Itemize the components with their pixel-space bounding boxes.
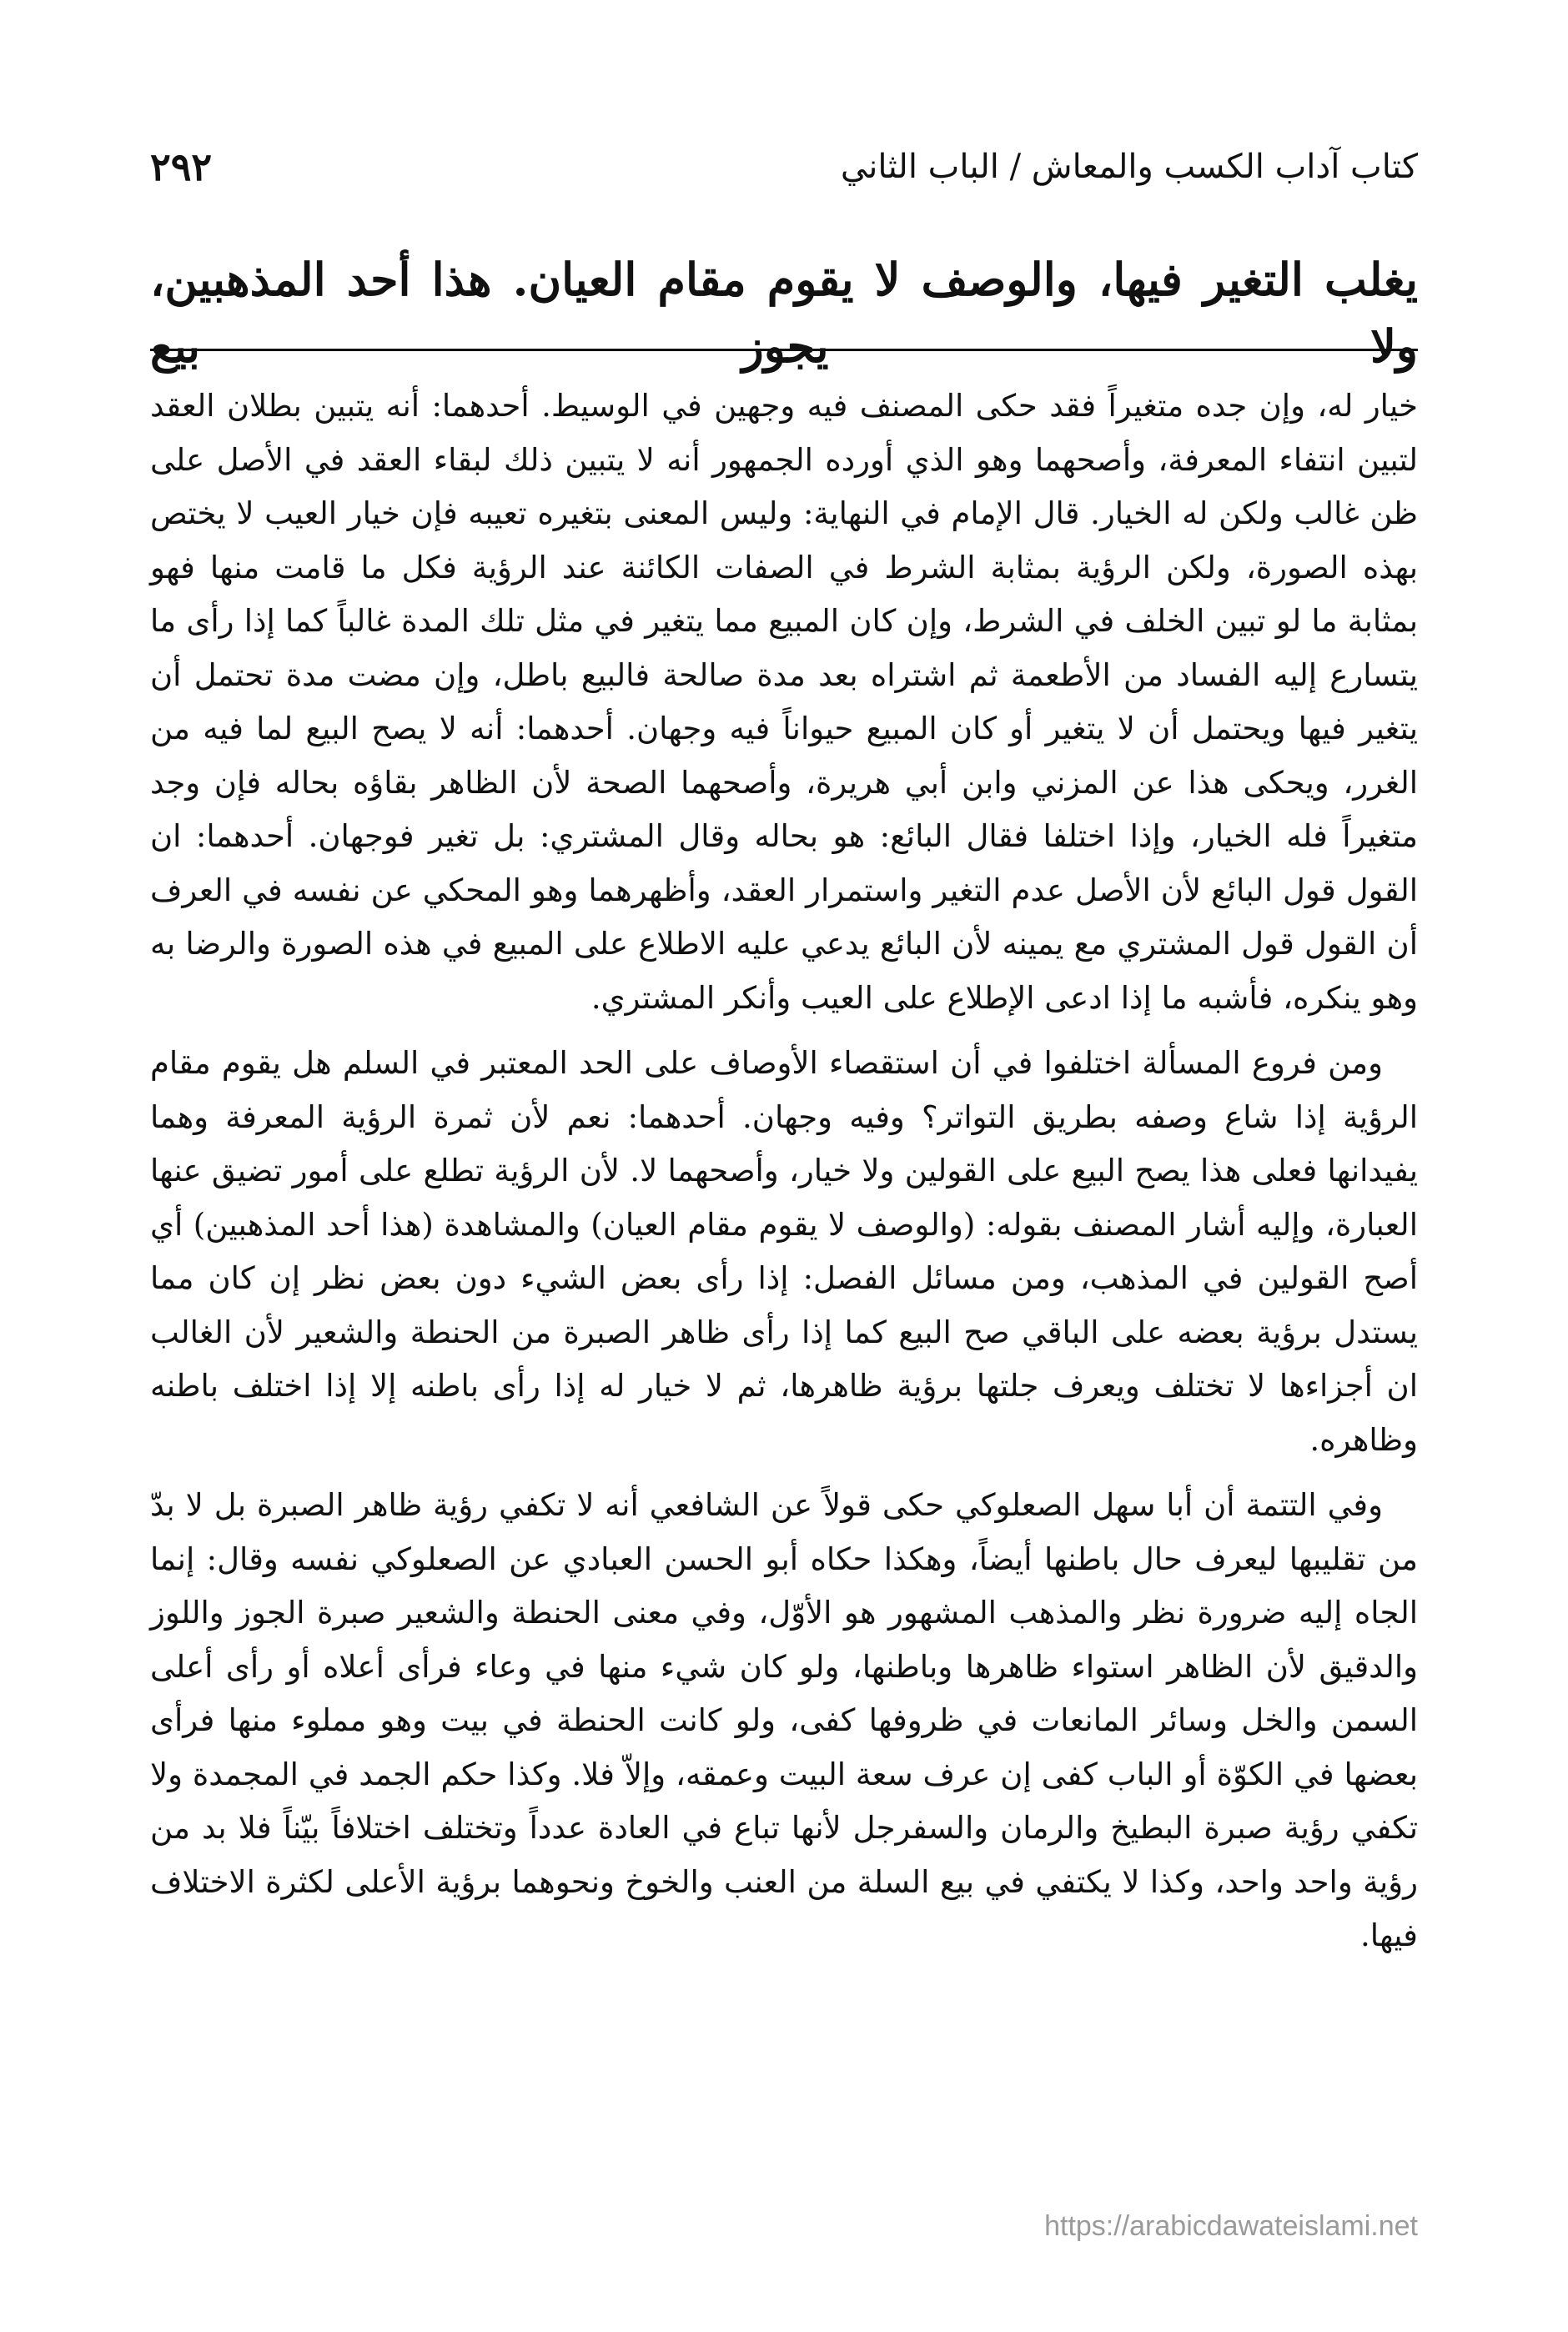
commentary-paragraph-1: خيار له، وإن جده متغيراً فقد حكى المصنف فيه وجهين في الوسيط. أحدهما: أنه يتبين بطلان العقد لتبين انتفاء المعرفة، وأصحهما وهو الذي أورده الجمهور أنه لا يتبين ذلك لبقاء العقد في الأصل على ظن غالب ولكن له الخيار. قال الإمام في النهاية: وليس المعنى بتغيره تعيبه فإن خيار العيب لا يختص بهذه الصورة، ولكن الرؤية بمثابة الشرط في الصفات الكائنة عند الرؤية فكل ما قامت منها فهو بمثابة ما لو تبين الخلف في الشرط، وإن كان المبيع مما يتغير في مثل تلك المدة غالباً كما إذا رأى ما يتسارع إليه الفساد من الأطعمة ثم اشتراه بعد مدة صالحة فالبيع باطل، وإن مضت مدة تحتمل أن يتغير فيها ويحتمل أن لا يتغير أو كان المبيع حيواناً فيه وجهان. أحدهما: أنه لا يصح البيع لما فيه من الغرر، ويحكى هذا عن المزني وابن أبي هريرة، وأصحهما الصحة لأن الظاهر بقاؤه بحاله فإن وجد متغيراً فله الخيار، وإذا اختلفا فقال البائع: هو بحاله وقال المشتري: بل تغير فوجهان. أحدهما: ان القول قول البائع لأن الأصل عدم التغير واستمرار العقد، وأظهرهما وهو المحكي عن نفسه في العرف أن القول قول المشتري مع يمينه لأن البائع يدعي عليه الاطلاع على المبيع في هذه الصورة والرضا به وهو ينكره، فأشبه ما إذا ادعى الإطلاع على العيب وأنكر المشتري. [150, 388, 1418, 1016]
commentary-paragraph-3: وفي التتمة أن أبا سهل الصعلوكي حكى قولاً عن الشافعي أنه لا تكفي رؤية ظاهر الصبرة بل لا بدّ من تقليبها ليعرف حال باطنها أيضاً، وهكذا حكاه أبو الحسن العبادي عن الصعلوكي نفسه وقال: إنما الجاه إليه ضرورة نظر والمذهب المشهور هو الأوّل، وفي معنى الحنطة والشعير صبرة الجوز واللوز والدقيق لأن الظاهر استواء ظاهرها وباطنها، ولو كان شيء منها في وعاء فرأى أعلاه أو رأى أعلى السمن والخل وسائر المانعات في ظروفها كفى، ولو كانت الحنطة في بيت وهو مملوء منها فرأى بعضها في الكوّة أو الباب كفى إن عرف سعة البيت وعمقه، وإلاّ فلا. وكذا حكم الجمد في المجمدة ولا تكفي رؤية صبرة البطيخ والرمان والسفرجل لأنها تباع في العادة عدداً وتختلف اختلافاً بيّناً فلا بد من رؤية واحد واحد، وكذا لا يكتفي في بيع السلة من العنب والخوخ ونحوهما برؤية الأعلى لكثرة الاختلاف فيها. [150, 1487, 1418, 1953]
running-header [150, 138, 1418, 196]
page-number: ٢٩٢ [150, 144, 213, 189]
watermark-url: https://arabicdawateislami.net [1044, 2210, 1418, 2242]
commentary-paragraph-2: ومن فروع المسألة اختلفوا في أن استقصاء الأوصاف على الحد المعتبر في السلم هل يقوم مقام الرؤية إذا شاع وصفه بطريق التواتر؟ وفيه وجهان. أحدهما: نعم لأن ثمرة الرؤية المعرفة وهما يفيدانها فعلى هذا يصح البيع على القولين ولا خيار، وأصحهما لا. لأن الرؤية تطلع على أمور تضيق عنها العبارة، وإليه أشار المصنف بقوله: (والوصف لا يقوم مقام العيان) والمشاهدة (هذا أحد المذهبين) أي أصح القولين في المذهب، ومن مسائل الفصل: إذا رأى بعض الشيء دون بعض نظر إن كان مما يستدل برؤية بعضه على الباقي صح البيع كما إذا رأى ظاهر الصبرة من الحنطة والشعير لأن الغالب ان أجزاءها لا تختلف ويعرف جلتها برؤية ظاهرها، ثم لا خيار له إذا رأى باطنه إلا إذا اختلف باطنه وظاهره. [150, 1045, 1418, 1458]
main-text-line: يغلب التغير فيها، والوصف لا يقوم مقام العيان. هذا أحد المذهبين، ولا يجوز بيع [150, 253, 1418, 373]
running-title: كتاب آداب الكسب والمعاش / الباب الثاني [840, 148, 1418, 186]
separator-rule [150, 349, 1418, 351]
commentary-block [150, 379, 1418, 1975]
